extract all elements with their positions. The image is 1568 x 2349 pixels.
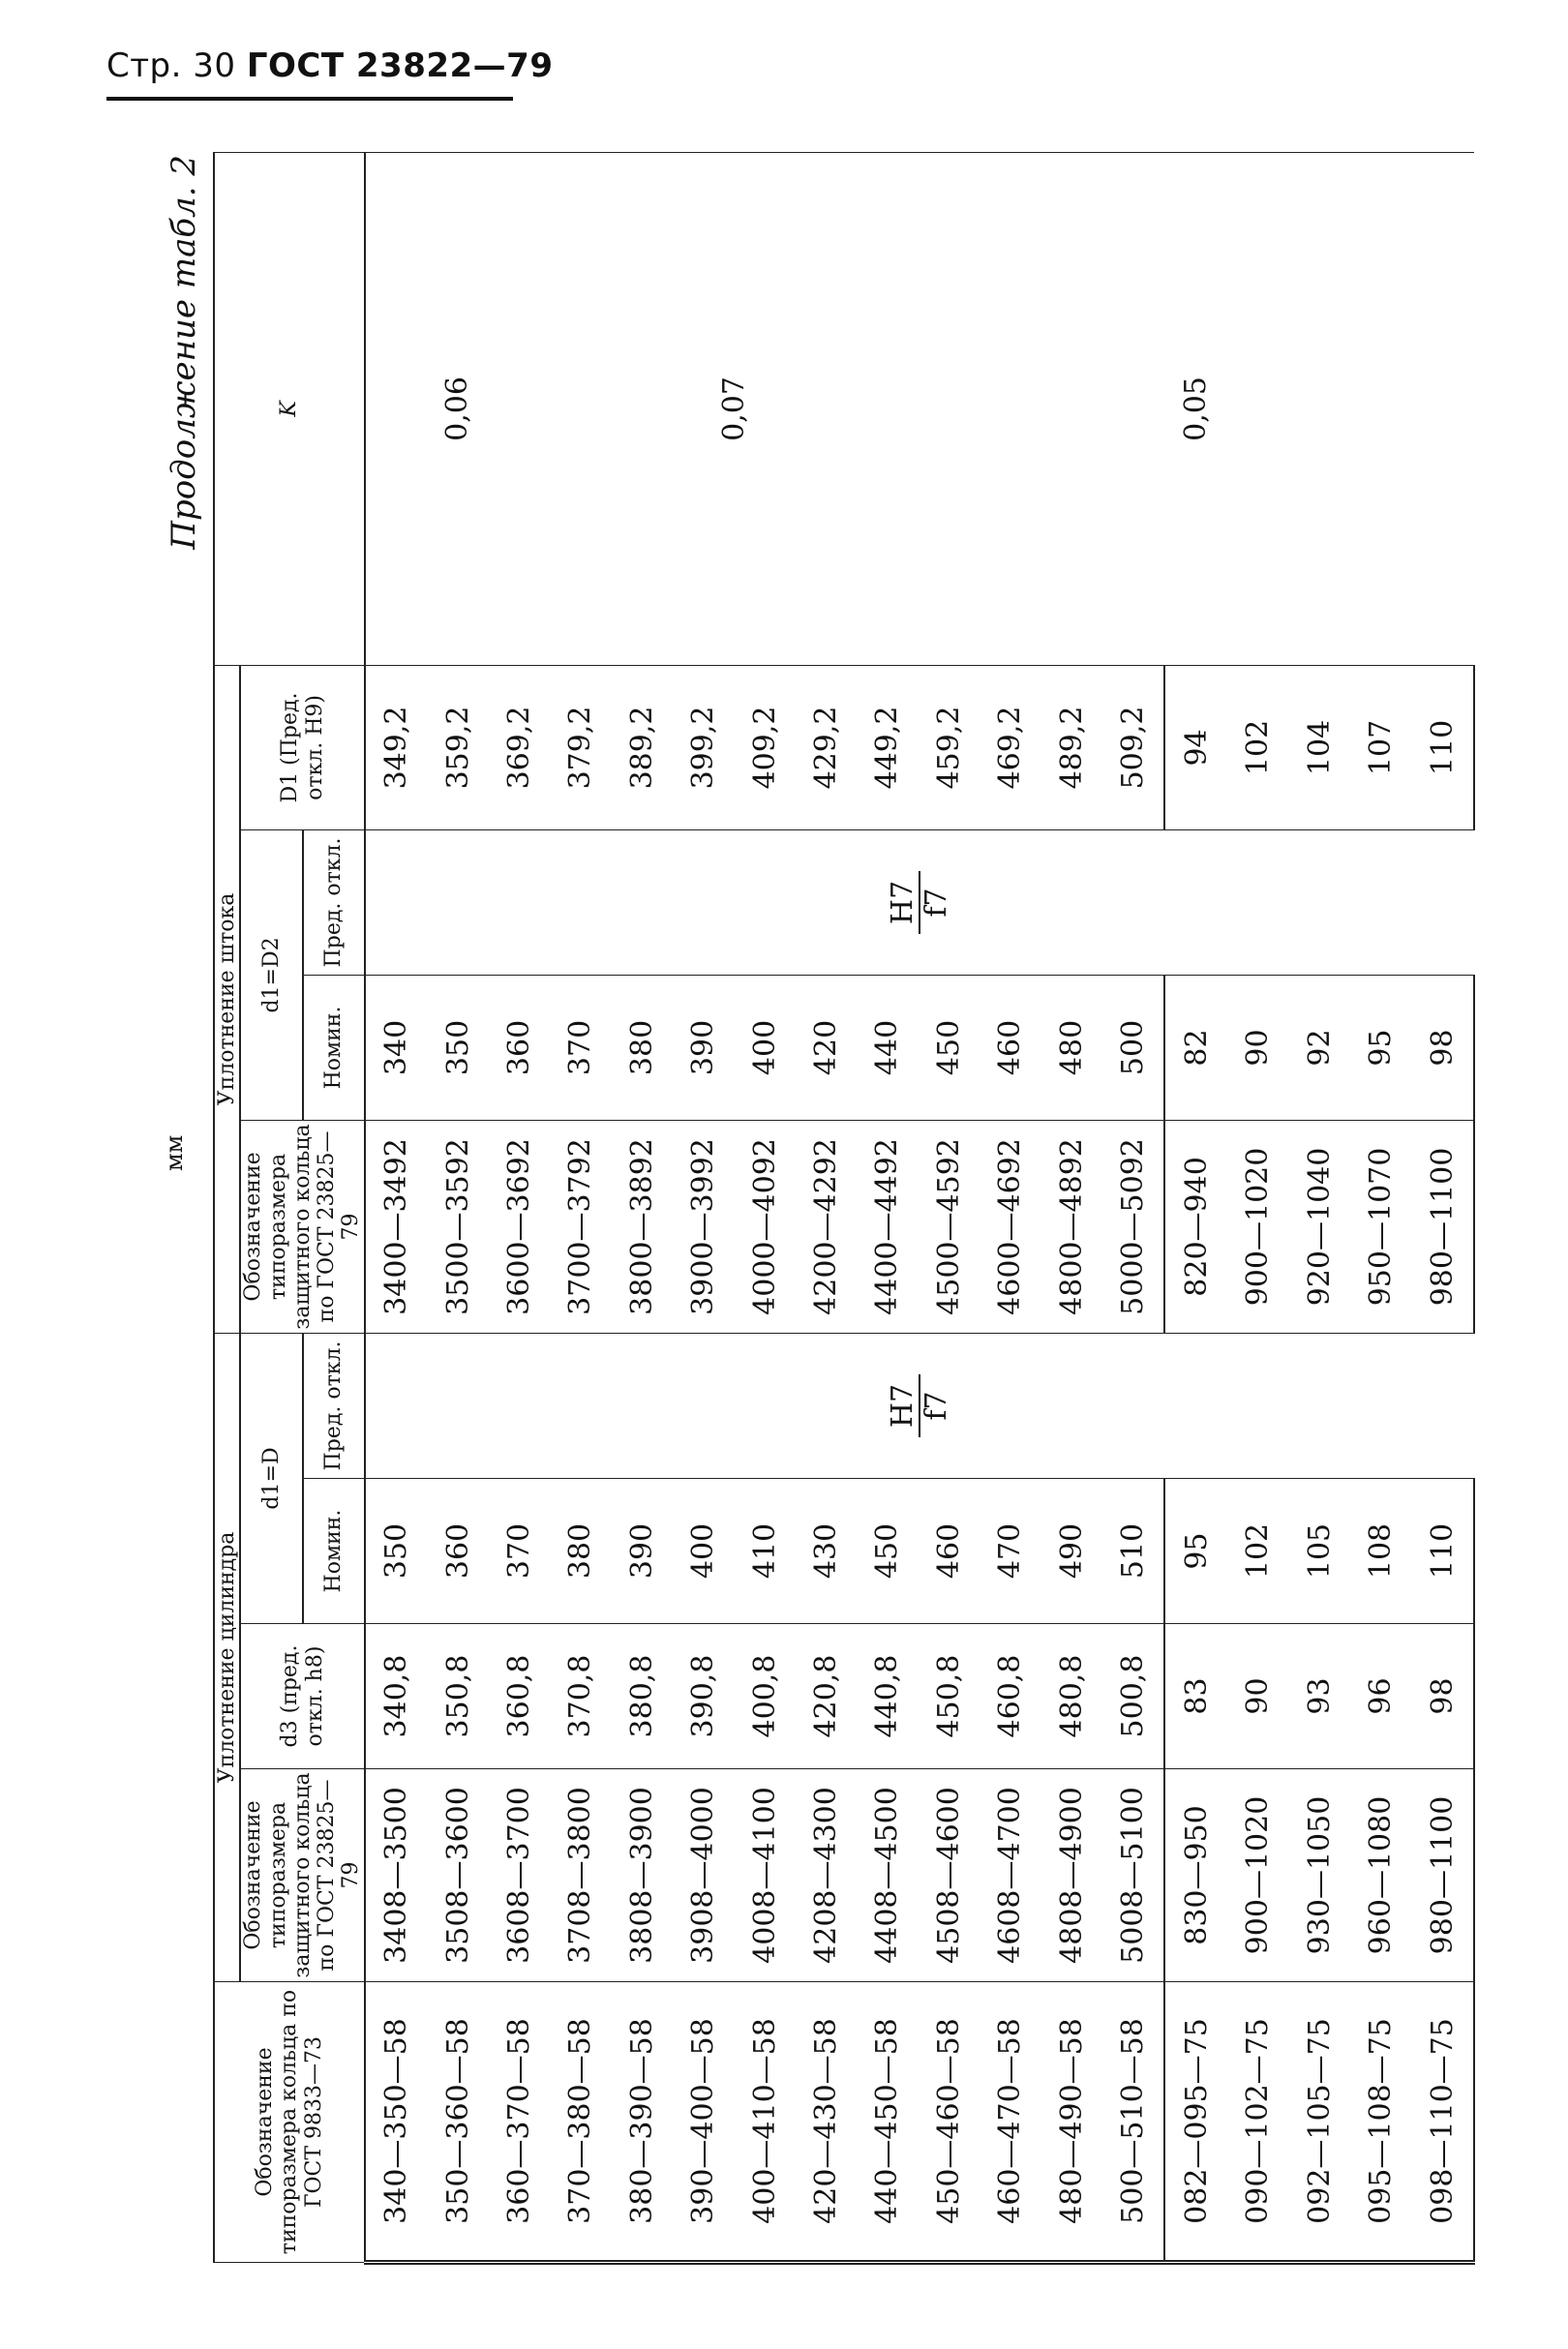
cell-rod-D1: 469,2 [980, 665, 1040, 829]
cell-rod-D1: 107 [1350, 665, 1411, 829]
page-header [106, 46, 553, 85]
th-rod-protect: Обозначение типоразмера защитного кольца по ГОСТ 23825—79 [240, 1120, 364, 1333]
cell-ring-designation: 420—430—58 [796, 1982, 857, 2263]
cell-rod-D1: 449,2 [857, 665, 918, 829]
cell-ring-designation: 400—410—58 [734, 1982, 795, 2263]
cell-rod-nom: 380 [612, 975, 673, 1120]
cell-rod-D1: 429,2 [796, 665, 857, 829]
cell-cyl-protect-ring: 4608—4700 [980, 1769, 1040, 1982]
cell-cyl-d3: 98 [1411, 1624, 1474, 1769]
cell-rod-D1: 359,2 [427, 665, 488, 829]
unit-label: мм [161, 1134, 188, 1171]
cell-cyl-d3: 360,8 [489, 1624, 550, 1769]
cell-rod-D1: 349,2 [365, 665, 428, 829]
cell-ring-designation: 340—350—58 [365, 1982, 428, 2263]
rod-fit-shaft: f7 [919, 888, 953, 918]
th-cyl-d3: d3 (пред. откл. h8) [240, 1624, 364, 1769]
cell-rod-nom: 82 [1164, 975, 1227, 1120]
cell-cyl-nom: 380 [550, 1479, 611, 1624]
cell-rod-protect-ring: 4400—4492 [857, 1120, 918, 1333]
rod-fit [887, 871, 952, 934]
cell-cyl-nom: 400 [673, 1479, 734, 1624]
cell-cyl-d3: 96 [1350, 1624, 1411, 1769]
cell-rod-nom: 400 [734, 975, 795, 1120]
cell-cyl-d3: 450,8 [919, 1624, 980, 1769]
cell-rod-protect-ring: 3700—3792 [550, 1120, 611, 1333]
cell-cyl-nom: 390 [612, 1479, 673, 1624]
cell-cyl-d3: 340,8 [365, 1624, 428, 1769]
cell-cyl-nom: 102 [1227, 1479, 1288, 1624]
cell-cyl-d3: 380,8 [612, 1624, 673, 1769]
cell-rod-nom: 440 [857, 975, 918, 1120]
th-cyl-d1-d: d1=D [240, 1333, 302, 1623]
cell-cyl-protect-ring: 4208—4300 [796, 1769, 857, 1982]
cell-rod-D1: 399,2 [673, 665, 734, 829]
cell-rod-D1: 459,2 [919, 665, 980, 829]
cell-ring-designation: 095—108—75 [1350, 1982, 1411, 2263]
cell-rod-protect-ring: 900—1020 [1227, 1120, 1288, 1333]
cell-cyl-tol [365, 1333, 1474, 1478]
cell-rod-protect-ring: 3500—3592 [427, 1120, 488, 1333]
th-cyl-tol: Пред. откл. [303, 1333, 365, 1478]
cell-rod-protect-ring: 980—1100 [1411, 1120, 1474, 1333]
cell-rod-protect-ring: 4600—4692 [980, 1120, 1040, 1333]
th-k: K [214, 152, 365, 665]
cell-rod-D1: 389,2 [612, 665, 673, 829]
cell-cyl-nom: 108 [1350, 1479, 1411, 1624]
cell-rod-nom: 480 [1040, 975, 1101, 1120]
cell-cyl-protect-ring: 3908—4000 [673, 1769, 734, 1982]
cell-cyl-protect-ring: 4508—4600 [919, 1769, 980, 1982]
cell-rod-protect-ring: 3900—3992 [673, 1120, 734, 1333]
table-row [365, 152, 428, 2262]
cell-cyl-d3: 83 [1164, 1624, 1227, 1769]
cell-k-value: 0,07 [550, 152, 918, 665]
cell-rod-D1: 489,2 [1040, 665, 1101, 829]
table-head [214, 152, 365, 2262]
cell-cyl-nom: 510 [1102, 1479, 1165, 1624]
cell-cyl-protect-ring: 3808—3900 [612, 1769, 673, 1982]
cyl-fit [887, 1374, 952, 1437]
cell-cyl-protect-ring: 3408—3500 [365, 1769, 428, 1982]
cell-rod-nom: 420 [796, 975, 857, 1120]
th-rod-tol: Пред. откл. [303, 829, 365, 975]
cell-rod-nom: 92 [1288, 975, 1349, 1120]
cell-rod-protect-ring: 4800—4892 [1040, 1120, 1101, 1333]
cell-ring-designation: 380—390—58 [612, 1982, 673, 2263]
cell-cyl-d3: 370,8 [550, 1624, 611, 1769]
rotated-table-container [155, 155, 1460, 2265]
cell-rod-nom: 460 [980, 975, 1040, 1120]
cell-cyl-protect-ring: 4808—4900 [1040, 1769, 1101, 1982]
cell-ring-designation: 370—380—58 [550, 1982, 611, 2263]
cell-cyl-protect-ring: 930—1050 [1288, 1769, 1349, 1982]
th-cyl-protect: Обозначение типоразмера защитного кольца по ГОСТ 23825—79 [240, 1769, 364, 1982]
cell-cyl-protect-ring: 3508—3600 [427, 1769, 488, 1982]
cell-rod-nom: 500 [1102, 975, 1165, 1120]
cell-ring-designation: 460—470—58 [980, 1982, 1040, 2263]
cell-cyl-nom: 370 [489, 1479, 550, 1624]
cell-rod-protect-ring: 820—940 [1164, 1120, 1227, 1333]
cell-cyl-nom: 95 [1164, 1479, 1227, 1624]
th-ring-designation: Обозначение типоразмера кольца по ГОСТ 9833—73 [214, 1982, 365, 2263]
cell-cyl-protect-ring: 4408—4500 [857, 1769, 918, 1982]
cell-cyl-protect-ring: 960—1080 [1350, 1769, 1411, 1982]
cell-ring-designation: 082—095—75 [1164, 1982, 1227, 2263]
cell-ring-designation: 500—510—58 [1102, 1982, 1165, 2263]
cell-ring-designation: 350—360—58 [427, 1982, 488, 2263]
cell-cyl-d3: 420,8 [796, 1624, 857, 1769]
cell-rod-nom: 95 [1350, 975, 1411, 1120]
cell-ring-designation: 450—460—58 [919, 1982, 980, 2263]
cell-rod-D1: 369,2 [489, 665, 550, 829]
cell-cyl-d3: 440,8 [857, 1624, 918, 1769]
cell-rod-nom: 340 [365, 975, 428, 1120]
rod-fit-hole: H7 [887, 871, 920, 934]
cell-rod-protect-ring: 3800—3892 [612, 1120, 673, 1333]
cell-cyl-d3: 93 [1288, 1624, 1349, 1769]
cell-ring-designation: 092—105—75 [1288, 1982, 1349, 2263]
cell-cyl-nom: 360 [427, 1479, 488, 1624]
page-label: Стр. 30 [106, 46, 236, 85]
cell-rod-D1: 104 [1288, 665, 1349, 829]
cell-rod-D1: 94 [1164, 665, 1227, 829]
cell-rod-protect-ring: 3600—3692 [489, 1120, 550, 1333]
header-rule [106, 97, 513, 101]
cell-cyl-nom: 490 [1040, 1479, 1101, 1624]
cell-cyl-protect-ring: 3608—3700 [489, 1769, 550, 1982]
cell-rod-protect-ring: 4000—4092 [734, 1120, 795, 1333]
cell-rod-nom: 370 [550, 975, 611, 1120]
cell-cyl-nom: 460 [919, 1479, 980, 1624]
cell-ring-designation: 360—370—58 [489, 1982, 550, 2263]
standard-number: ГОСТ 23822—79 [246, 46, 554, 85]
cell-rod-D1: 509,2 [1102, 665, 1165, 829]
cell-ring-designation: 480—490—58 [1040, 1982, 1101, 2263]
cell-rod-nom: 360 [489, 975, 550, 1120]
cell-rod-protect-ring: 950—1070 [1350, 1120, 1411, 1333]
table-body [365, 152, 1474, 2262]
cell-ring-designation: 090—102—75 [1227, 1982, 1288, 2263]
cell-rod-protect-ring: 4200—4292 [796, 1120, 857, 1333]
table-row [550, 152, 611, 2262]
cell-cyl-d3: 400,8 [734, 1624, 795, 1769]
cell-cyl-nom: 410 [734, 1479, 795, 1624]
cell-cyl-nom: 450 [857, 1479, 918, 1624]
cell-cyl-nom: 430 [796, 1479, 857, 1624]
cell-ring-designation: 440—450—58 [857, 1982, 918, 2263]
cell-ring-designation: 390—400—58 [673, 1982, 734, 2263]
cell-rod-protect-ring: 3400—3492 [365, 1120, 428, 1333]
cell-rod-D1: 110 [1411, 665, 1474, 829]
cell-k-value: 0,05 [919, 152, 1474, 665]
th-cyl-nom: Номин. [303, 1479, 365, 1624]
cell-cyl-protect-ring: 5008—5100 [1102, 1769, 1165, 1982]
cell-rod-nom: 450 [919, 975, 980, 1120]
cell-cyl-protect-ring: 900—1020 [1227, 1769, 1288, 1982]
cell-cyl-protect-ring: 3708—3800 [550, 1769, 611, 1982]
cell-rod-nom: 350 [427, 975, 488, 1120]
cell-k-value: 0,06 [365, 152, 550, 665]
cell-cyl-nom: 110 [1411, 1479, 1474, 1624]
cell-rod-tol [365, 829, 1474, 975]
cell-rod-protect-ring: 4500—4592 [919, 1120, 980, 1333]
cell-cyl-nom: 470 [980, 1479, 1040, 1624]
continuation-label: Продолжение табл. 2 [165, 155, 203, 550]
cyl-fit-shaft: f7 [919, 1391, 953, 1421]
th-cylinder-group: Уплотнение цилиндра [214, 1333, 240, 1981]
cell-rod-nom: 90 [1227, 975, 1288, 1120]
cell-cyl-d3: 480,8 [1040, 1624, 1101, 1769]
dimensions-table [213, 152, 1475, 2265]
cell-cyl-nom: 350 [365, 1479, 428, 1624]
cell-rod-nom: 98 [1411, 975, 1474, 1120]
cell-cyl-d3: 460,8 [980, 1624, 1040, 1769]
cell-cyl-protect-ring: 4008—4100 [734, 1769, 795, 1982]
cell-rod-D1: 379,2 [550, 665, 611, 829]
cyl-fit-hole: H7 [887, 1374, 920, 1437]
cell-cyl-protect-ring: 830—950 [1164, 1769, 1227, 1982]
cell-cyl-nom: 105 [1288, 1479, 1349, 1624]
cell-cyl-protect-ring: 980—1100 [1411, 1769, 1474, 1982]
cell-ring-designation: 098—110—75 [1411, 1982, 1474, 2263]
th-rod-D1: D1 (Пред. откл. H9) [240, 665, 364, 829]
th-rod-nom: Номин. [303, 975, 365, 1120]
cell-cyl-d3: 90 [1227, 1624, 1288, 1769]
cell-cyl-d3: 500,8 [1102, 1624, 1165, 1769]
th-rod-group: Уплотнение штока [214, 665, 240, 1333]
table-row [919, 152, 980, 2262]
cell-rod-protect-ring: 5000—5092 [1102, 1120, 1165, 1333]
cell-cyl-d3: 390,8 [673, 1624, 734, 1769]
cell-rod-protect-ring: 920—1040 [1288, 1120, 1349, 1333]
cell-rod-nom: 390 [673, 975, 734, 1120]
cell-rod-D1: 409,2 [734, 665, 795, 829]
cell-cyl-d3: 350,8 [427, 1624, 488, 1769]
cell-rod-D1: 102 [1227, 665, 1288, 829]
th-rod-d1-d2: d1=D2 [240, 829, 302, 1120]
